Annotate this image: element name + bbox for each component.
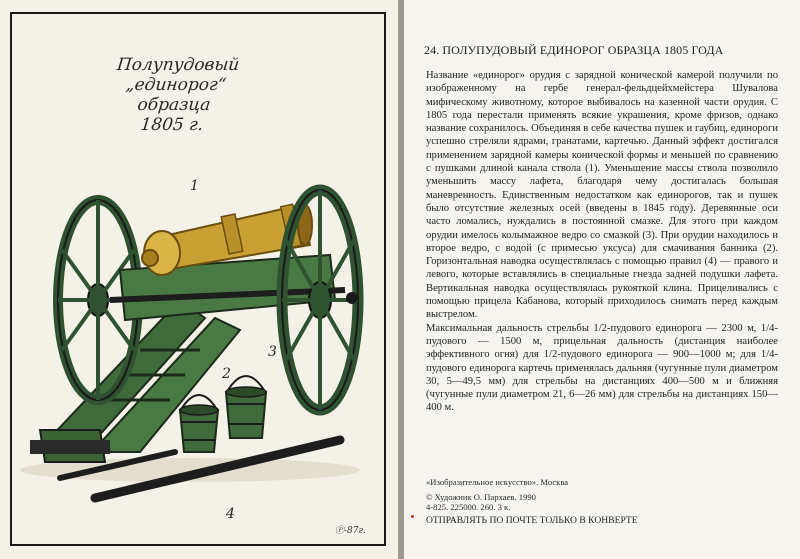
title-line: 1805 г. xyxy=(139,115,205,135)
part-number-grease-bucket: 3 xyxy=(268,344,277,360)
part-number-handspike: 4 xyxy=(226,506,235,522)
postal-note: ОТПРАВЛЯТЬ ПО ПОЧТЕ ТОЛЬКО В КОНВЕРТЕ xyxy=(426,515,638,526)
paragraph: Название «единорог» орудия с зарядной конической камерой получили по изображенному на гербе генерал-фельдцейхмейстера Шувалова мифическому животному, которое выбивалось на казенной части орудия. С 1805 года перестали применять всякие украшения, кроме фризов, однако название сохранилось. Объединяя в себе качества пушек и гаубиц, единороги успешно стреляли ядрами, гранатами, картечью. Данный эффект достигался применением зарядной камеры конической формы и меньшей по сравнению с пушками длиной канала ствола (1). Уменьшение массы ствола позволило уменьшить массу лафета, благодаря чему достигалась большая маневренность. Единственным недостатком как единорогов, так и пушек было отсутствие железных осей (введены в 1845 году). Деревянные оси часто ломались, нуждались в постоянной смазке. Для этого при каждом орудии имелось колымажное ведро со смазкой (3). При орудии находилось и второе ведро, с водой (с примесью уксуса) для смачивания банника (2). Горизонтальная наводка осуществлялась с помощью правил (4) — правого и левого, которые вставлялись в специальные гнезда задней подушки лафета. Вертикальная наводка осуществлялась рукояткой клина. Прицеливались с помощью прицела Кабанова, который приходилось снимать перед каждым выстрелом. xyxy=(426,70,778,321)
water-bucket-icon xyxy=(180,395,218,452)
right-wheel-icon xyxy=(282,190,358,410)
grease-bucket-icon xyxy=(226,376,266,438)
imprint-artist: © Художник О. Пархаев. 1990 xyxy=(426,491,536,502)
imprint-publisher: «Изобразительное искусство». Москва xyxy=(426,477,569,487)
imprint-codes: 4-825. 225000. 260. 3 к. xyxy=(426,502,511,513)
part-number-water-bucket: 2 xyxy=(222,366,231,382)
illustration-card xyxy=(0,0,398,559)
artist-signature: Ⓟ-87г. xyxy=(335,526,366,536)
trail-iron xyxy=(30,440,110,454)
description-text xyxy=(426,69,778,415)
title-line: „единорог“ xyxy=(124,75,228,95)
imprint-block xyxy=(426,477,568,513)
unicorn-cannon-illustration xyxy=(0,0,398,559)
paragraph: Максимальная дальность стрельбы 1/2-пудового единорога — 2300 м, 1/4-пудового — 1500 м, прицельная дальность (дистанция наиболее эффективного огня) для 1/2-пудового единорога — 900—1000 м; для 1/4-пудового единорога картечь применялась дальняя (чугунные пули диаметром 30, 5—49,5 мм) для стрельбы на дистанциях 400—500 м и ближняя (чугунные пули диаметром 21, 6—26 мм) для стрельбы на дистанциях 150—400 м. xyxy=(426,322,778,414)
description-card xyxy=(404,0,800,559)
title-line: Полупудовый xyxy=(115,55,241,75)
red-dot-mark xyxy=(411,515,414,518)
card-heading: 24. ПОЛУПУДОВЫЙ ЕДИНОРОГ ОБРАЗЦА 1805 ГОДА xyxy=(424,43,724,57)
title-line: образца xyxy=(136,95,212,115)
part-number-barrel: 1 xyxy=(190,178,199,194)
